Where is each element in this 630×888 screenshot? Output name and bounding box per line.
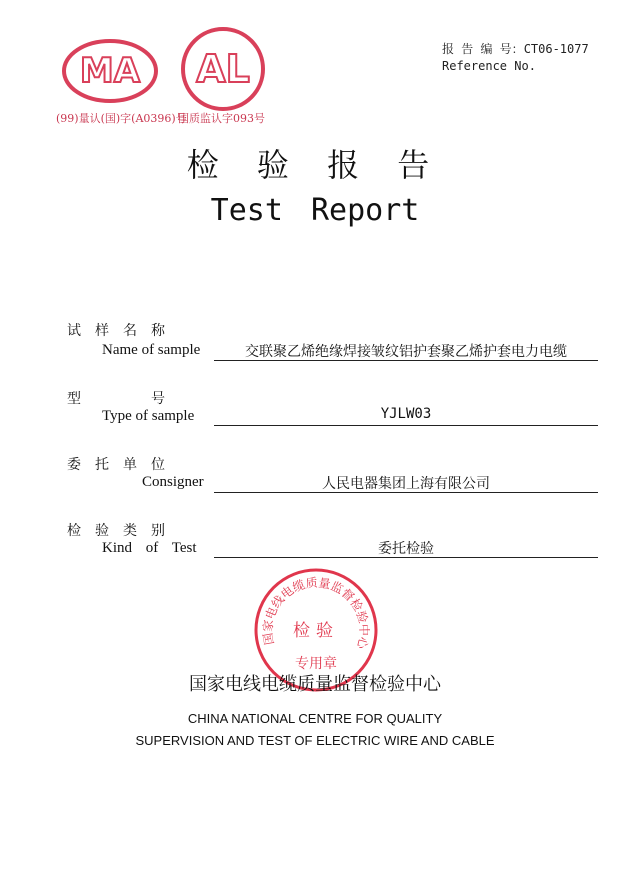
- reference-no-label: Reference No.: [442, 59, 536, 73]
- svg-text:国家电线电缆质量监督检验中心: 国家电线电缆质量监督检验中心: [260, 575, 372, 651]
- svg-text:MA: MA: [79, 51, 141, 91]
- field-label-cn: 型 号: [67, 391, 165, 407]
- cma-logo: [58, 36, 162, 106]
- field-value-consigner: 人民电器集团上海有限公司: [322, 476, 490, 492]
- field-label-en: Kind of Test: [102, 540, 197, 556]
- field-label-en: Consigner: [142, 474, 204, 490]
- svg-text:检验: 检验: [293, 621, 339, 641]
- centre-name-en-line2: SUPERVISION AND TEST OF ELECTRIC WIRE AND CABLE: [135, 733, 495, 748]
- title-cn: 检 验 报 告: [186, 146, 444, 184]
- centre-name-cn: 国家电线电缆质量监督检验中心: [189, 674, 441, 695]
- centre-name-en-line1: CHINA NATIONAL CENTRE FOR QUALITY: [187, 711, 443, 726]
- report-number-label: 报 告 编 号：: [442, 42, 524, 56]
- field-value-sample-name: 交联聚乙烯绝缘焊接皱纹铝护套聚乙烯护套电力电缆: [245, 344, 567, 360]
- field-value-type: YJLW03: [380, 406, 432, 422]
- title-en: Test Report: [210, 193, 420, 228]
- field-label-en: Type of sample: [102, 408, 195, 424]
- cal-logo: [176, 26, 270, 112]
- report-number-value: CT06-1077: [523, 42, 589, 56]
- cal-caption: 国质监认字093号: [178, 112, 265, 125]
- svg-text:专用章: 专用章: [295, 656, 337, 672]
- field-label-cn: 委 托 单 位: [67, 457, 165, 473]
- field-label-cn: 试 样 名 称: [67, 323, 165, 339]
- svg-text:AL: AL: [196, 47, 250, 91]
- field-label-en: Name of sample: [102, 342, 201, 358]
- field-label-cn: 检 验 类 别: [67, 523, 165, 539]
- field-value-kind: 委托检验: [378, 541, 434, 557]
- cma-caption: (99)量认(国)字(A0396)号: [56, 112, 187, 125]
- report-number: [442, 40, 589, 57]
